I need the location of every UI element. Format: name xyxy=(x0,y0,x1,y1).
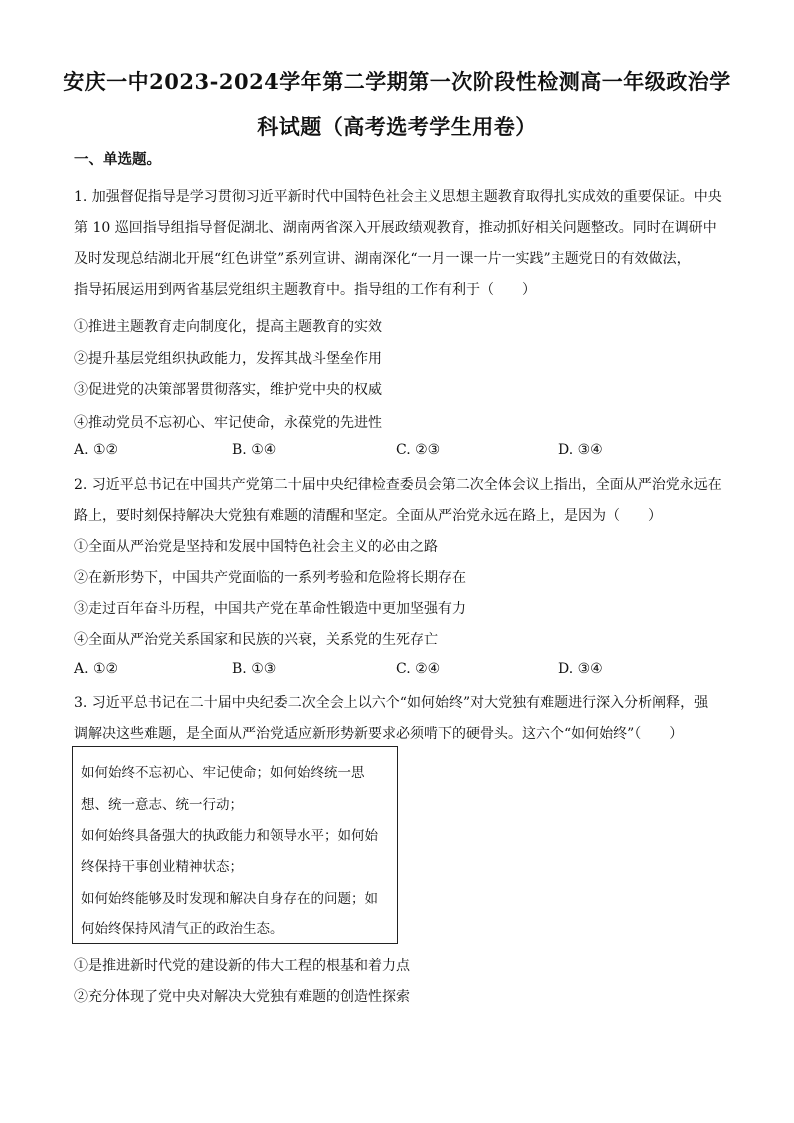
q2-statement-2: ②在新形势下，中国共产党面临的一系列考验和危险将长期存在 xyxy=(74,570,466,586)
section-heading: 一、单选题。 xyxy=(74,151,161,168)
q3-material-line: 如何始终具备强大的执政能力和领导水平；如何始 xyxy=(81,828,378,844)
exam-title-line-2: 科试题（高考选考学生用卷） xyxy=(257,114,537,139)
q3-material-line: 终保持干事创业精神状态； xyxy=(81,859,243,875)
q2-statement-3: ③走过百年奋斗历程，中国共产党在革命性锻造中更加坚强有力 xyxy=(74,601,466,617)
q1-option-c[interactable]: C. ②③ xyxy=(396,442,441,458)
q2-statement-1: ①全面从严治党是坚持和发展中国特色社会主义的必由之路 xyxy=(74,539,438,555)
q3-material-box xyxy=(72,746,398,944)
q1-stem-line: 第 10 巡回指导组指导督促湖北、湖南两省深入开展政绩观教育，推动抓好相关问题整改。同时在调研中 xyxy=(74,220,717,236)
q3-material-line: 想、统一意志、统一行动； xyxy=(81,797,243,813)
q1-stem-line: 及时发现总结湖北开展“红色讲堂”系列宣讲、湖南深化“一月一课一片一实践”主题党日的有效做法， xyxy=(74,251,691,267)
q1-stem-line: 指导拓展运用到两省基层党组织主题教育中。指导组的工作有利于（ ） xyxy=(74,282,536,298)
q2-option-a[interactable]: A. ①② xyxy=(74,661,119,677)
q2-options xyxy=(74,661,714,679)
q1-statement-3: ③促进党的决策部署贯彻落实，维护党中央的权威 xyxy=(74,382,382,398)
q2-option-d[interactable]: D. ③④ xyxy=(558,661,603,677)
q1-option-d[interactable]: D. ③④ xyxy=(558,442,603,458)
exam-title-line-1: 安庆一中2023-2024学年第二学期第一次阶段性检测高一年级政治学 xyxy=(63,69,731,94)
q3-statement-2: ②充分体现了党中央对解决大党独有难题的创造性探索 xyxy=(74,989,410,1005)
q1-option-b[interactable]: B. ①④ xyxy=(232,442,277,458)
q1-option-a[interactable]: A. ①② xyxy=(74,442,119,458)
q2-option-b[interactable]: B. ①③ xyxy=(232,661,277,677)
q3-material-line: 如何始终不忘初心、牢记使命；如何始终统一思 xyxy=(81,765,365,781)
q1-statement-1: ①推进主题教育走向制度化，提高主题教育的实效 xyxy=(74,319,382,335)
q3-material-line: 如何始终能够及时发现和解决自身存在的问题；如 xyxy=(81,891,378,907)
q3-stem-line: 调解决这些难题，是全面从严治党适应新形势新要求必须啃下的硬骨头。这六个“如何始终”（ ） xyxy=(74,726,684,742)
q3-stem-line: 3. 习近平总书记在二十届中央纪委二次全会上以六个“如何始终”对大党独有难题进行深入分析阐释，强 xyxy=(74,695,709,711)
q2-statement-4: ④全面从严治党关系国家和民族的兴衰，关系党的生死存亡 xyxy=(74,632,438,648)
q1-stem-line: 1. 加强督促指导是学习贯彻习近平新时代中国特色社会主义思想主题教育取得扎实成效的重要保证。中央 xyxy=(74,189,722,205)
q1-statement-2: ②提升基层党组织执政能力，发挥其战斗堡垒作用 xyxy=(74,351,382,367)
q2-stem-line: 2. 习近平总书记在中国共产党第二十届中央纪律检查委员会第二次全体会议上指出，全面从严治党永远在 xyxy=(74,477,722,493)
q2-option-c[interactable]: C. ②④ xyxy=(396,661,441,677)
q1-statement-4: ④推动党员不忘初心、牢记使命，永葆党的先进性 xyxy=(74,415,382,431)
q3-material-line: 何始终保持风清气正的政治生态。 xyxy=(81,921,284,937)
q1-options xyxy=(74,442,714,460)
q2-stem-line: 路上，要时刻保持解决大党独有难题的清醒和坚定。全面从严治党永远在路上，是因为（ ） xyxy=(74,508,662,524)
q3-statement-1: ①是推进新时代党的建设新的伟大工程的根基和着力点 xyxy=(74,958,410,974)
